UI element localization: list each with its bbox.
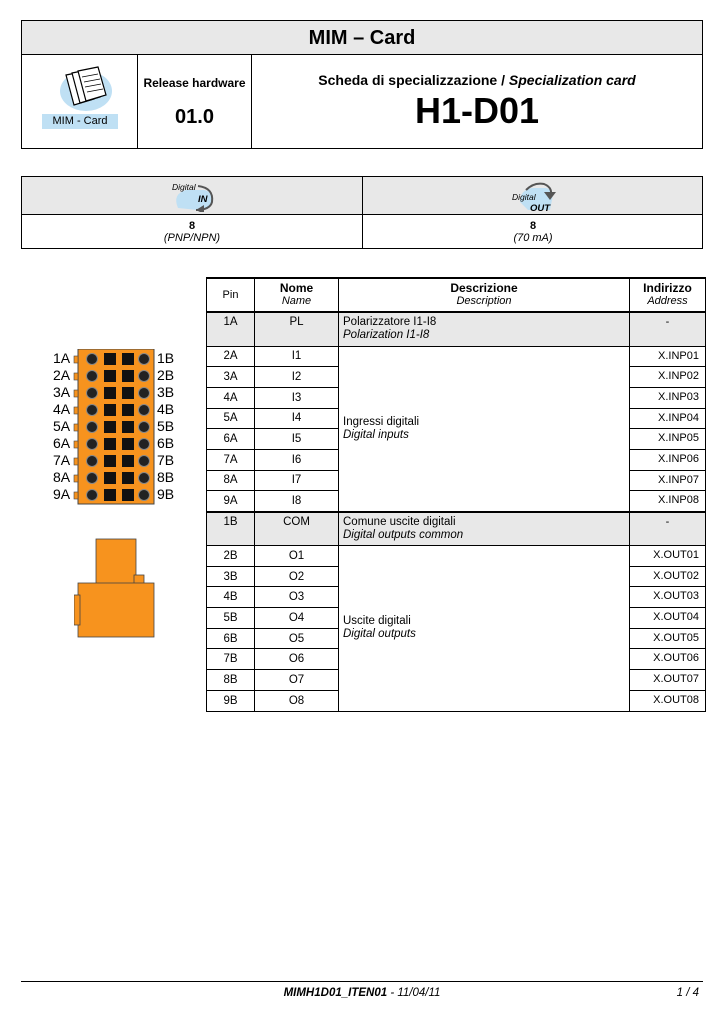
address-cell: X.OUT06 [630, 649, 706, 670]
table-row-polarizer [207, 312, 706, 346]
col-description: Descrizione Description [339, 278, 630, 312]
table-row [207, 546, 706, 567]
wire-slot [122, 353, 134, 365]
pin-cell: 4A [207, 387, 255, 408]
screw-icon [87, 371, 98, 382]
address-cell: X.INP01 [630, 346, 706, 367]
pin-cell: 1B [207, 512, 255, 546]
address-cell: X.OUT07 [630, 670, 706, 691]
address-cell: - [630, 312, 706, 346]
screw-icon [87, 473, 98, 484]
doc-code: MIMH1D01_ITEN01 [283, 987, 388, 999]
io-summary [21, 176, 703, 249]
wire-slot [122, 489, 134, 501]
spec-label-en: Specialization card [508, 72, 636, 88]
pin-cell: 9B [207, 690, 255, 711]
table-row-common [207, 512, 706, 546]
name-cell: O1 [255, 546, 339, 567]
output-summary [363, 216, 703, 249]
pin-label-3a: 3A [53, 384, 71, 400]
name-cell: O3 [255, 587, 339, 608]
pin-label-5a: 5A [53, 418, 71, 434]
pin-label-8a: 8A [53, 469, 71, 485]
pin-label-2b: 2B [157, 367, 175, 383]
pin-label-4b: 4B [157, 401, 175, 417]
wire-slot [104, 472, 116, 484]
description-cell: Polarizzatore I1-I8 Polarization I1-I8 [339, 312, 630, 346]
pin-label-6b: 6B [157, 435, 175, 451]
name-cell: O6 [255, 649, 339, 670]
address-cell: X.OUT02 [630, 566, 706, 587]
wire-slot [104, 387, 116, 399]
name-cell: COM [255, 512, 339, 546]
pin-table [206, 277, 706, 712]
logo-caption: MIM - Card [42, 114, 118, 129]
wire-slot [104, 353, 116, 365]
io-values-row [22, 216, 702, 249]
pin-cell: 2B [207, 546, 255, 567]
wire-slot [122, 421, 134, 433]
digital-in-bottom-text: IN [198, 194, 208, 205]
pin-cell: 5A [207, 408, 255, 429]
doc-date: - 11/04/11 [387, 987, 441, 999]
address-cell: X.INP08 [630, 491, 706, 512]
wire-slot [122, 455, 134, 467]
document-reference [21, 987, 703, 999]
name-cell: O2 [255, 566, 339, 587]
documents-icon [22, 55, 138, 149]
address-cell: X.INP04 [630, 408, 706, 429]
address-cell: X.INP05 [630, 429, 706, 450]
connector-side-view [74, 537, 158, 639]
wire-slot [122, 387, 134, 399]
col-pin: Pin [207, 278, 255, 312]
pin-cell: 6A [207, 429, 255, 450]
input-summary [22, 216, 362, 249]
side-tab [74, 424, 78, 431]
outputs-group-description: Uscite digitali Digital outputs [339, 546, 630, 712]
screw-icon [87, 439, 98, 450]
description-cell: Comune uscite digitali Digital outputs common [339, 512, 630, 546]
wire-slot [122, 472, 134, 484]
digital-in-top-text: Digital [172, 182, 196, 192]
name-cell: O5 [255, 628, 339, 649]
screw-icon [139, 405, 150, 416]
address-cell: X.INP06 [630, 449, 706, 470]
page-footer [21, 981, 703, 1011]
wire-slot [104, 404, 116, 416]
screw-icon [87, 422, 98, 433]
col-address: Indirizzo Address [630, 278, 706, 312]
pin-cell: 7A [207, 449, 255, 470]
name-cell: I6 [255, 449, 339, 470]
address-cell: - [630, 512, 706, 546]
side-tab [74, 390, 78, 397]
side-tab [74, 407, 78, 414]
spec-code: H1-D01 [414, 90, 540, 131]
page-number: 1 / 4 [676, 987, 699, 999]
document-header [21, 20, 703, 149]
pin-label-6a: 6A [53, 435, 71, 451]
side-tab [74, 356, 78, 363]
pin-label-9b: 9B [157, 486, 175, 502]
pin-label-9a: 9A [53, 486, 71, 502]
name-cell: I2 [255, 367, 339, 388]
wire-slot [122, 404, 134, 416]
output-count: 8 [529, 220, 537, 232]
address-cell: X.OUT08 [630, 690, 706, 711]
address-cell: X.OUT05 [630, 628, 706, 649]
screw-icon [87, 490, 98, 501]
name-cell: O4 [255, 608, 339, 629]
col-name: Nome Name [255, 278, 339, 312]
address-cell: X.OUT01 [630, 546, 706, 567]
pin-cell: 7B [207, 649, 255, 670]
name-cell: I5 [255, 429, 339, 450]
side-tab [74, 373, 78, 380]
digital-out-top-text: Digital [512, 192, 536, 202]
table-header-row [207, 278, 706, 312]
wire-slot [104, 438, 116, 450]
screw-icon [139, 422, 150, 433]
side-tab [74, 441, 78, 448]
pin-label-2a: 2A [53, 367, 71, 383]
spec-label [252, 72, 702, 88]
side-tab [74, 475, 78, 482]
screw-icon [139, 354, 150, 365]
spec-label-it: Scheda di specializzazione / [318, 72, 509, 88]
address-cell: X.INP02 [630, 367, 706, 388]
wire-slot [104, 489, 116, 501]
pin-cell: 6B [207, 628, 255, 649]
wire-slot [122, 370, 134, 382]
pin-cell: 8B [207, 670, 255, 691]
pin-label-4a: 4A [53, 401, 71, 417]
pin-cell: 3A [207, 367, 255, 388]
table-row [207, 346, 706, 367]
input-count: 8 [188, 220, 196, 232]
screw-icon [87, 354, 98, 365]
screw-icon [139, 456, 150, 467]
address-cell: X.OUT03 [630, 587, 706, 608]
pin-label-7b: 7B [157, 452, 175, 468]
address-cell: X.OUT04 [630, 608, 706, 629]
pin-label-1b: 1B [157, 350, 175, 366]
address-cell: X.INP03 [630, 387, 706, 408]
screw-icon [139, 473, 150, 484]
pin-label-8b: 8B [157, 469, 175, 485]
release-label: Release hardware [143, 76, 246, 90]
pin-label-3b: 3B [157, 384, 175, 400]
digital-in-icon [168, 180, 218, 217]
wire-slot [104, 370, 116, 382]
pin-cell: 2A [207, 346, 255, 367]
pin-cell: 8A [207, 470, 255, 491]
pin-label-5b: 5B [157, 418, 175, 434]
screw-icon [139, 439, 150, 450]
screw-icon [87, 388, 98, 399]
output-type: (70 mA) [513, 232, 553, 244]
name-cell: O7 [255, 670, 339, 691]
name-cell: I3 [255, 387, 339, 408]
pin-label-1a: 1A [53, 350, 71, 366]
address-cell: X.INP07 [630, 470, 706, 491]
pin-cell: 1A [207, 312, 255, 346]
name-cell: PL [255, 312, 339, 346]
document-title: MIM – Card [22, 21, 702, 55]
side-tab [74, 458, 78, 465]
digital-out-icon [510, 180, 560, 217]
name-cell: I1 [255, 346, 339, 367]
digital-out-bottom-text: OUT [530, 203, 551, 212]
pin-cell: 9A [207, 491, 255, 512]
release-value: 01.0 [175, 106, 214, 128]
pin-cell: 4B [207, 587, 255, 608]
pin-label-7a: 7A [53, 452, 71, 468]
inputs-group-description: Ingressi digitali Digital inputs [339, 346, 630, 512]
screw-icon [139, 388, 150, 399]
screw-icon [87, 405, 98, 416]
name-cell: I4 [255, 408, 339, 429]
input-type: (PNP/NPN) [163, 232, 221, 244]
pin-cell: 3B [207, 566, 255, 587]
specialization-cell [252, 55, 702, 148]
screw-icon [139, 371, 150, 382]
screw-icon [139, 490, 150, 501]
name-cell: O8 [255, 690, 339, 711]
wire-slot [104, 421, 116, 433]
name-cell: I8 [255, 491, 339, 512]
side-tab [74, 492, 78, 499]
screw-icon [87, 456, 98, 467]
wire-slot [104, 455, 116, 467]
wire-slot [122, 438, 134, 450]
logo-cell [22, 55, 138, 148]
name-cell: I7 [255, 470, 339, 491]
pin-cell: 5B [207, 608, 255, 629]
release-cell [138, 55, 252, 148]
